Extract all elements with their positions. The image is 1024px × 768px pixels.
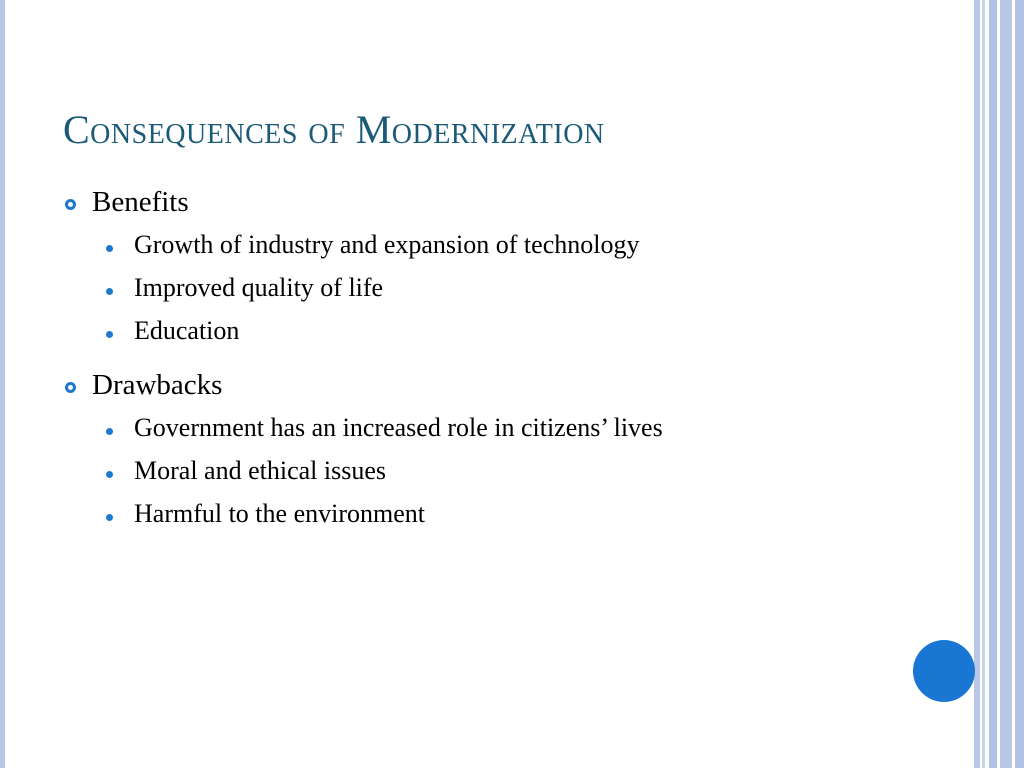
list-item-text: Improved quality of life bbox=[134, 273, 384, 302]
list-item bbox=[63, 316, 963, 359]
list-item bbox=[63, 456, 963, 499]
right-bar-3 bbox=[989, 0, 997, 768]
bullet-level1 bbox=[63, 186, 963, 230]
list-item-text: Education bbox=[134, 316, 240, 345]
dot-bullet-icon bbox=[106, 245, 113, 252]
ring-bullet-icon bbox=[65, 199, 76, 210]
section-benefits bbox=[63, 186, 963, 359]
decorative-circle bbox=[913, 640, 975, 702]
right-decorative-bars bbox=[974, 0, 1024, 768]
dot-bullet-icon bbox=[106, 331, 113, 338]
slide-content bbox=[63, 186, 963, 552]
dot-bullet-icon bbox=[106, 471, 113, 478]
right-bar-5 bbox=[1015, 0, 1024, 768]
dot-bullet-icon bbox=[106, 428, 113, 435]
dot-bullet-icon bbox=[106, 514, 113, 521]
list-item bbox=[63, 499, 963, 542]
slide-title: Consequences of Modernization bbox=[63, 107, 605, 152]
left-border-rule bbox=[0, 0, 5, 768]
list-item bbox=[63, 413, 963, 456]
ring-bullet-icon bbox=[65, 382, 76, 393]
list-item-text: Moral and ethical issues bbox=[134, 456, 386, 485]
bullet-level1 bbox=[63, 369, 963, 413]
list-item-text: Government has an increased role in citizens’ lives bbox=[134, 413, 663, 442]
list-item-text: Growth of industry and expansion of technology bbox=[134, 230, 640, 259]
list-item bbox=[63, 273, 963, 316]
section-heading: Drawbacks bbox=[92, 369, 223, 401]
dot-bullet-icon bbox=[106, 288, 113, 295]
section-drawbacks bbox=[63, 369, 963, 542]
list-item bbox=[63, 230, 963, 273]
list-item-text: Harmful to the environment bbox=[134, 499, 425, 528]
right-bar-4 bbox=[1000, 0, 1012, 768]
section-heading: Benefits bbox=[92, 186, 189, 218]
